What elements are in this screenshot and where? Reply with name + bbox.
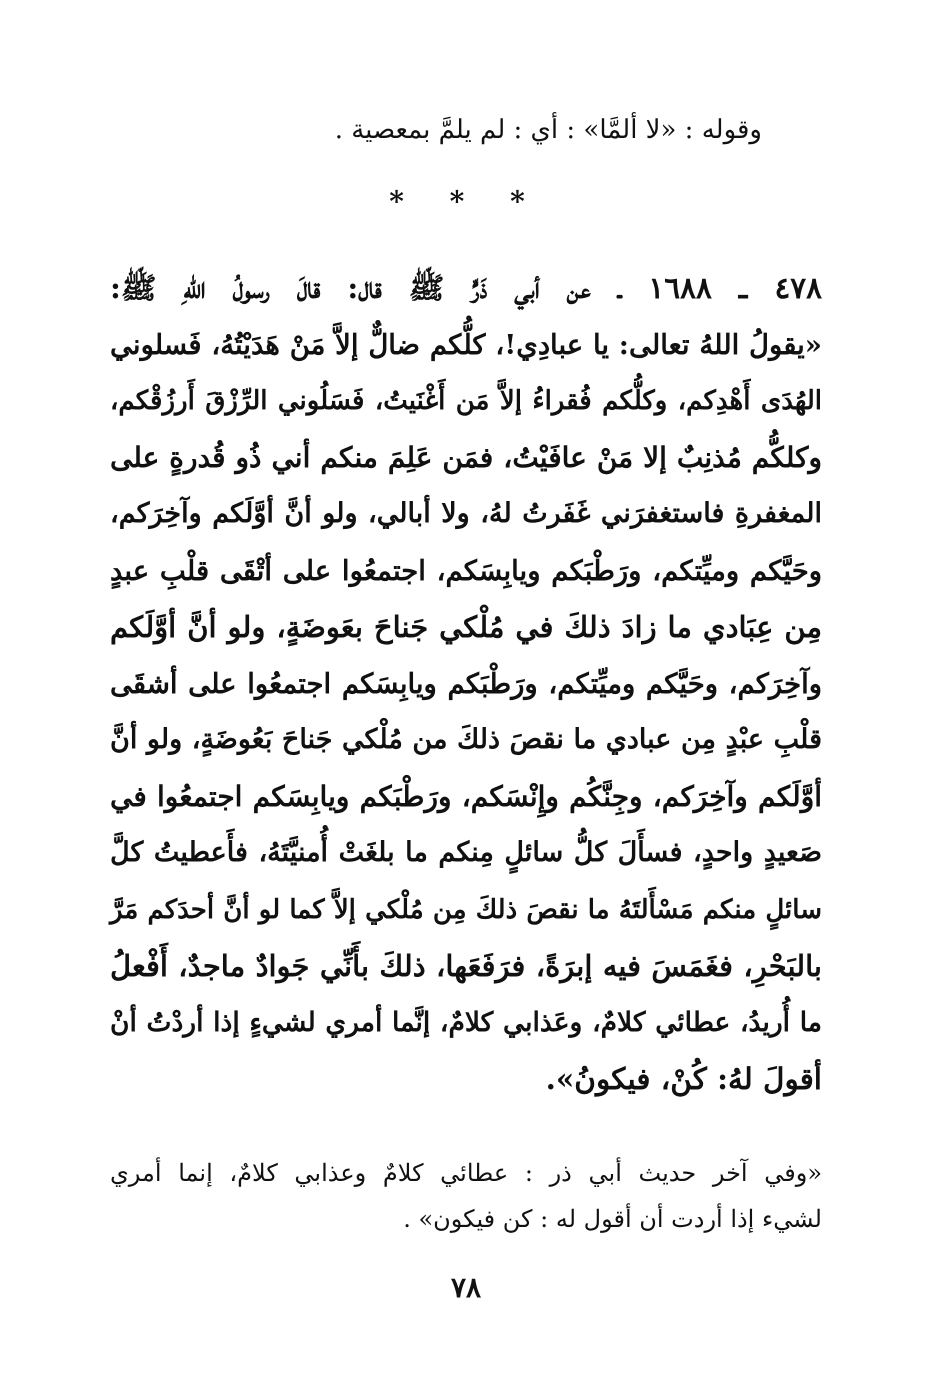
page-number: ٧٨ [450,1271,482,1304]
hadith-line: وحَيَّكم وميِّتكم، ورَطْبَكم ويابِسَكم، اجتمعُوا على أتْقَى قلْبِ عبدٍ [110,554,822,587]
hadith-line: «يقولُ اللهُ تعالى: يا عبادِي!، كلُّكم ضالٌّ إلاَّ مَنْ هَدَيْتُهُ، فَسلوني [110,328,822,361]
hadith-line: ما أُريدُ، عطائي كلامٌ، وعَذابي كلامٌ، إنَّما أمري لشيءٍ إذا أردْتُ أنْ [110,1006,822,1038]
hadith-block [110,260,822,1108]
footnote-block [110,1150,822,1242]
hadith-line: قلْبِ عبْدٍ مِن عبادي ما نقصَ ذلكَ من مُلْكي جَناحَ بَعُوضَةٍ، ولو أنَّ [110,724,822,755]
hadith-line: ٤٧٨ ـ ١٦٨٨ ـ عن أبي ذَرٍّ ﷺ قال: قالَ رسولُ اللهِ ﷺ: [110,270,822,305]
footnote-line: «وفي آخر حديث أبي ذر : عطائي كلامٌ وعذابي كلامٌ، إنما أمري [110,1159,822,1187]
hadith-line: المغفرةِ فاستغفرَني غَفَرتُ لهُ، ولا أبالي، ولو أنَّ أوَّلَكم وآخِرَكم، [110,498,822,529]
section-separator: * * * [389,185,543,218]
hadith-line: صَعيدٍ واحدٍ، فسأَلَ كلُّ سائلٍ مِنكم ما بلغَتْ أُمنيَّتَهُ، فأَعطيتُ كلَّ [110,837,822,868]
hadith-line: وآخِرَكم، وحَيَّكم وميِّتكم، ورَطْبَكم ويابِسَكم اجتمعُوا على أشقَى [110,667,822,700]
hadith-line: الهُدَى أَهْدِكم، وكلُّكم فُقراءُ إلاَّ مَن أَغْنَيتُ، فَسَلُوني الرِّزْقَ أَرزُقْكم، [110,386,822,416]
hadith-line: أقولَ لهُ: كُنْ، فيكونُ». [545,1061,822,1096]
footnote-line: لشيء إذا أردت أن أقول له : كن فيكون» . [403,1205,822,1233]
hadith-line: سائلٍ منكم مَسْأَلتَهُ ما نقصَ ذلكَ مِن مُلْكي إلاَّ كما لو أنَّ أحدَكم مَرَّ [110,894,822,925]
hadith-line: بالبَحْرِ، فغَمَسَ فيه إبرَةً، فرَفَعَها، ذلكَ بأَنِّي جَوادٌ ماجدٌ، أَفْعلُ [110,949,822,983]
hadith-line: وكلكُّم مُذنِبٌ إلا مَنْ عافَيْتُ، فمَن عَلِمَ منكم أني ذُو قُدرةٍ على [110,440,822,474]
hadith-line: أوَّلَكم وآخِرَكم، وجِنَّكُم وإِنْسَكم، ورَطْبَكم ويابِسَكم اجتمعُوا في [110,779,822,813]
intro-line: وقوله : «لا ألمَّا» : أي : لم يلمَّ بمعصية . [334,115,762,145]
document-page [110,100,822,1320]
hadith-line: مِن عِبَادي ما زادَ ذلكَ في مُلْكي جَناحَ بعَوضَةٍ، ولو أنَّ أوَّلَكم [110,610,822,644]
